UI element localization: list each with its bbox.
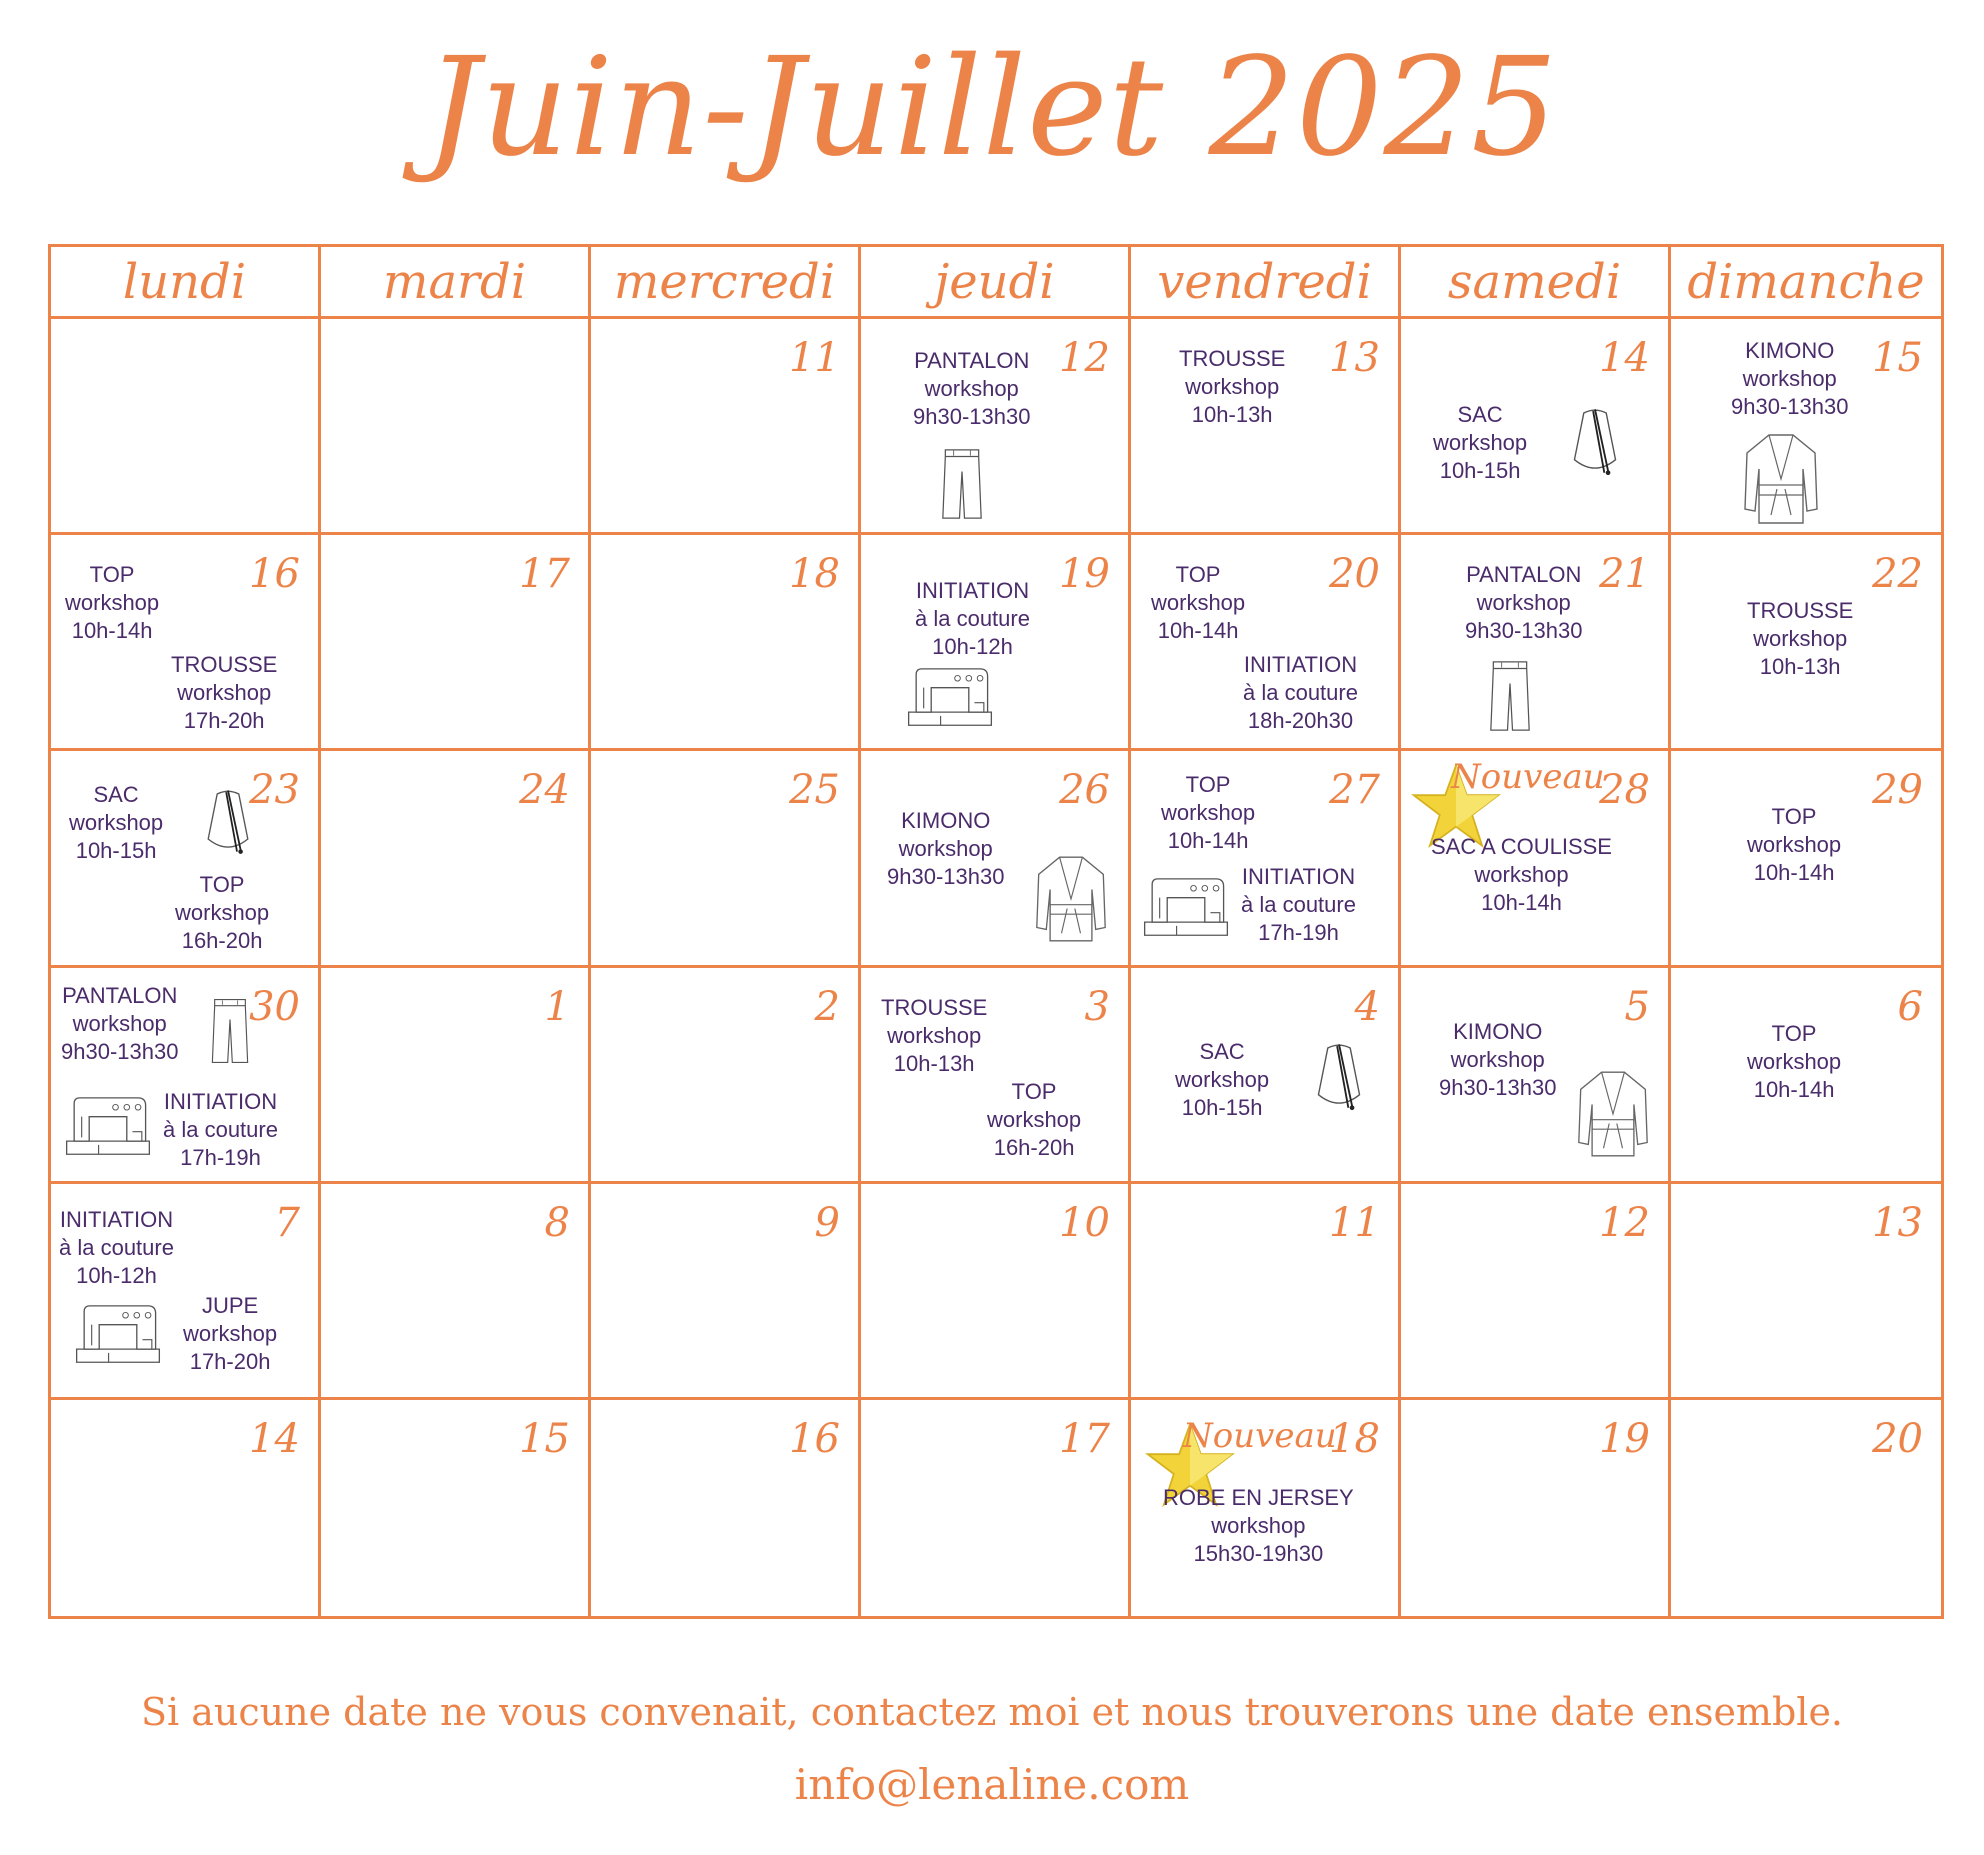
kimono-icon [1033, 851, 1109, 947]
pants-icon [1485, 651, 1535, 741]
calendar-day-cell [591, 1400, 861, 1616]
event-title: PANTALON [62, 982, 178, 1008]
day-number: 19 [1599, 1415, 1650, 1462]
event-type: à la couture [59, 1234, 174, 1260]
calendar-day-cell [51, 751, 321, 967]
event-title: TROUSSE [881, 994, 988, 1020]
calendar-day-cell [1401, 968, 1671, 1184]
calendar-day-cell [1131, 319, 1401, 535]
footer-note: Si aucune date ne vous convenait, contactez moi et nous trouverons une date ensemble. [140, 1690, 1844, 1734]
event-type: workshop [1476, 590, 1571, 616]
event-title: TROUSSE [1179, 346, 1286, 371]
day-number: 2 [814, 983, 840, 1030]
calendar-day-cell [1671, 319, 1941, 535]
event-title: TOP [1175, 562, 1221, 588]
calendar-day-cell [51, 1184, 321, 1400]
event-time: 9h30-13h30 [913, 404, 1031, 429]
event-title: PANTALON [914, 348, 1030, 373]
calendar-day-cell [1131, 968, 1401, 1184]
day-number: 28 [1599, 767, 1650, 814]
day-number: 11 [789, 335, 840, 381]
calendar-day-cell [1401, 319, 1671, 535]
event-title: INITIATION [59, 1206, 174, 1232]
event [1151, 561, 1245, 645]
pants-icon [937, 439, 987, 529]
event-type: workshop [1450, 1046, 1545, 1072]
event [887, 807, 1004, 891]
event-type: workshop [183, 1320, 278, 1346]
event-type: workshop [65, 590, 160, 616]
weekday-header: lundi [51, 247, 321, 319]
event-title: KIMONO [1453, 1018, 1543, 1044]
event-type: workshop [887, 1022, 982, 1048]
event [69, 781, 163, 865]
sewing-machine-icon [61, 1094, 155, 1160]
day-number: 17 [519, 551, 570, 598]
day-number: 16 [789, 1415, 840, 1462]
new-badge: Nouveau [1451, 757, 1605, 798]
calendar-day-cell [861, 535, 1131, 751]
event-type: workshop [1161, 800, 1256, 826]
day-number: 15 [1872, 335, 1923, 381]
event-type: workshop [1747, 1048, 1842, 1074]
weekday-header: vendredi [1131, 247, 1401, 319]
event-type: workshop [1742, 366, 1837, 391]
event [1241, 863, 1356, 947]
event-title: SAC [1457, 402, 1503, 427]
event-title: SAC [1199, 1038, 1245, 1064]
day-number: 13 [1872, 1199, 1923, 1246]
day-number: 17 [1059, 1415, 1110, 1462]
calendar-day-cell [1131, 1400, 1401, 1616]
event [1747, 1020, 1841, 1104]
calendar-day-cell [1131, 1184, 1401, 1400]
day-number: 16 [249, 551, 300, 598]
day-number: 5 [1624, 983, 1650, 1030]
event-time: 9h30-13h30 [1439, 1074, 1557, 1100]
day-number: 12 [1599, 1199, 1650, 1246]
day-number: 14 [1599, 335, 1650, 381]
event [59, 1206, 174, 1290]
calendar-day-cell [321, 1184, 591, 1400]
event-type: workshop [1151, 590, 1246, 616]
event-title: TOP [89, 562, 135, 588]
page-title: Juin-Juillet 2025 [425, 29, 1559, 187]
event-type: workshop [924, 376, 1019, 401]
event-title: TROUSSE [1747, 598, 1854, 624]
day-number: 26 [1059, 767, 1110, 814]
sewing-machine-icon [71, 1302, 165, 1368]
event-type: workshop [1753, 626, 1848, 652]
event-time: 10h-12h [76, 1262, 157, 1288]
event [1243, 651, 1358, 735]
event-title: PANTALON [1466, 562, 1582, 588]
event-type: workshop [1433, 430, 1528, 455]
event-title: INITIATION [1241, 864, 1356, 890]
day-number: 25 [789, 767, 840, 814]
calendar-day-cell [321, 1400, 591, 1616]
event-title: TOP [1185, 772, 1231, 798]
event-type: workshop [1747, 832, 1842, 858]
day-number: 9 [814, 1199, 840, 1246]
day-number: 22 [1872, 551, 1923, 598]
calendar-day-cell [321, 319, 591, 535]
event-type: workshop [69, 810, 164, 836]
event [171, 651, 277, 735]
event-time: 17h-20h [183, 708, 265, 734]
day-number: 29 [1872, 767, 1923, 814]
day-number: 14 [249, 1415, 300, 1462]
event-title: TOP [1771, 804, 1817, 830]
event-time: 10h-14h [1753, 1076, 1835, 1102]
calendar-day-cell [1401, 1400, 1671, 1616]
day-number: 12 [1059, 335, 1110, 381]
contact-email-link[interactable]: info@lenaline.com [794, 1760, 1190, 1809]
event [1747, 597, 1853, 681]
day-number: 18 [789, 551, 840, 598]
day-number: 20 [1872, 1415, 1923, 1462]
event [1161, 771, 1255, 855]
event-type: workshop [987, 1106, 1082, 1132]
day-number: 10 [1059, 1199, 1110, 1246]
event [1179, 345, 1285, 429]
calendar-day-cell [1131, 535, 1401, 751]
calendar-day-cell [321, 535, 591, 751]
event-title: INITIATION [163, 1088, 278, 1114]
day-number: 4 [1354, 983, 1380, 1030]
calendar-day-cell [861, 319, 1131, 535]
day-number: 18 [1329, 1415, 1380, 1462]
event [881, 994, 987, 1078]
calendar-day-cell [51, 535, 321, 751]
calendar-day-cell [1401, 535, 1671, 751]
calendar-day-cell [591, 319, 861, 535]
calendar-day-cell [51, 1400, 321, 1616]
event-time: 16h-20h [181, 928, 263, 954]
event [61, 982, 178, 1066]
day-number: 20 [1329, 551, 1380, 598]
event-type: workshop [175, 900, 270, 926]
calendar-day-cell [1401, 751, 1671, 967]
event [1431, 833, 1612, 917]
sewing-machine-icon [903, 665, 997, 731]
event-time: 10h-12h [932, 634, 1013, 660]
event-title: INITIATION [1243, 652, 1358, 678]
event [1163, 1484, 1354, 1568]
event-time: 10h-15h [1181, 1094, 1263, 1120]
pants-icon [207, 988, 253, 1074]
event-time: 10h-14h [1157, 618, 1239, 644]
event-type: à la couture [915, 606, 1030, 632]
event-title: SAC [93, 782, 139, 808]
drawstring-bag-icon [1311, 1038, 1367, 1114]
calendar-day-cell [591, 751, 861, 967]
event-type: à la couture [1243, 680, 1358, 706]
calendar-day-cell [321, 751, 591, 967]
event-type: workshop [177, 680, 272, 706]
event [1439, 1018, 1556, 1102]
calendar-day-cell [1131, 751, 1401, 967]
calendar-day-cell [861, 968, 1131, 1184]
weekday-header: mardi [321, 247, 591, 319]
calendar-day-cell [861, 1400, 1131, 1616]
kimono-icon [1741, 429, 1821, 529]
day-number: 27 [1329, 767, 1380, 814]
event [913, 347, 1030, 431]
event [987, 1078, 1081, 1162]
event-type: workshop [72, 1010, 167, 1036]
calendar-day-cell [591, 535, 861, 751]
calendar-day-cell [591, 1184, 861, 1400]
event-time: 9h30-13h30 [887, 864, 1005, 890]
event-title: TROUSSE [171, 652, 278, 678]
event [1465, 561, 1582, 645]
kimono-icon [1575, 1064, 1651, 1164]
event-time: 10h-14h [1167, 828, 1249, 854]
event-time: 10h-15h [75, 838, 157, 864]
sewing-machine-icon [1139, 875, 1233, 941]
day-number: 19 [1059, 551, 1110, 598]
event-type: workshop [898, 836, 993, 862]
weekday-header: jeudi [861, 247, 1131, 319]
event [1747, 803, 1841, 887]
event [175, 871, 269, 955]
calendar-day-cell [1401, 1184, 1671, 1400]
drawstring-bag-icon [201, 785, 255, 857]
day-number: 7 [274, 1199, 300, 1246]
event-type: workshop [1175, 1066, 1270, 1092]
event [915, 577, 1030, 661]
event [1433, 401, 1527, 485]
event-time: 10h-13h [893, 1050, 975, 1076]
event-time: 17h-19h [180, 1144, 261, 1170]
event-type: à la couture [163, 1116, 278, 1142]
day-number: 21 [1599, 551, 1650, 598]
calendar-grid [48, 244, 1944, 1619]
event-time: 10h-14h [1481, 890, 1562, 916]
event-type: à la couture [1241, 892, 1356, 918]
event-time: 10h-13h [1191, 402, 1273, 427]
event-time: 10h-15h [1439, 458, 1521, 483]
day-number: 1 [544, 983, 570, 1030]
weekday-header: dimanche [1671, 247, 1941, 319]
event-time: 10h-14h [1753, 860, 1835, 886]
event-time: 17h-19h [1258, 920, 1339, 946]
event-time: 9h30-13h30 [1731, 394, 1849, 419]
day-number: 3 [1084, 983, 1110, 1030]
day-number: 13 [1329, 335, 1380, 381]
event-time: 16h-20h [993, 1134, 1075, 1160]
day-number: 6 [1897, 983, 1923, 1030]
event-time: 18h-20h30 [1247, 708, 1354, 734]
drawstring-bag-icon [1567, 403, 1623, 479]
calendar-day-cell [321, 968, 591, 1184]
new-badge: Nouveau [1183, 1415, 1337, 1456]
day-number: 8 [544, 1199, 570, 1246]
event-time: 17h-20h [189, 1348, 271, 1374]
event-title: TOP [1011, 1078, 1057, 1104]
day-number: 23 [249, 767, 300, 814]
calendar-day-cell [861, 1184, 1131, 1400]
event-type: workshop [1185, 374, 1280, 399]
weekday-header: mercredi [591, 247, 861, 319]
calendar-day-cell [51, 319, 321, 535]
event-title: INITIATION [915, 578, 1030, 604]
event-title: KIMONO [1745, 338, 1835, 363]
calendar-day-cell [51, 968, 321, 1184]
event-time: 10h-13h [1759, 654, 1841, 680]
calendar-day-cell [1671, 535, 1941, 751]
event-title: JUPE [201, 1292, 259, 1318]
event [163, 1088, 278, 1172]
event-title: KIMONO [901, 808, 991, 834]
event-title: TOP [1771, 1020, 1817, 1046]
event [1175, 1038, 1269, 1122]
calendar-day-cell [861, 751, 1131, 967]
event-time: 15h30-19h30 [1193, 1540, 1324, 1566]
calendar-day-cell [1671, 968, 1941, 1184]
event-time: 10h-14h [71, 618, 153, 644]
day-number: 30 [249, 983, 300, 1030]
event [1731, 337, 1848, 421]
event-type: workshop [1211, 1512, 1306, 1538]
calendar-day-cell [1671, 1400, 1941, 1616]
event-type: workshop [1474, 862, 1569, 888]
event-time: 9h30-13h30 [61, 1038, 179, 1064]
day-number: 15 [519, 1415, 570, 1462]
event-time: 9h30-13h30 [1465, 618, 1583, 644]
calendar-day-cell [1671, 1184, 1941, 1400]
event [65, 561, 159, 645]
calendar-day-cell [1671, 751, 1941, 967]
day-number: 24 [519, 767, 570, 814]
event [183, 1292, 277, 1376]
weekday-header: samedi [1401, 247, 1671, 319]
event-title: TOP [199, 872, 245, 898]
day-number: 11 [1329, 1199, 1380, 1246]
event-title: ROBE EN JERSEY [1163, 1484, 1354, 1510]
calendar-day-cell [591, 968, 861, 1184]
event-title: SAC A COULISSE [1431, 834, 1612, 860]
